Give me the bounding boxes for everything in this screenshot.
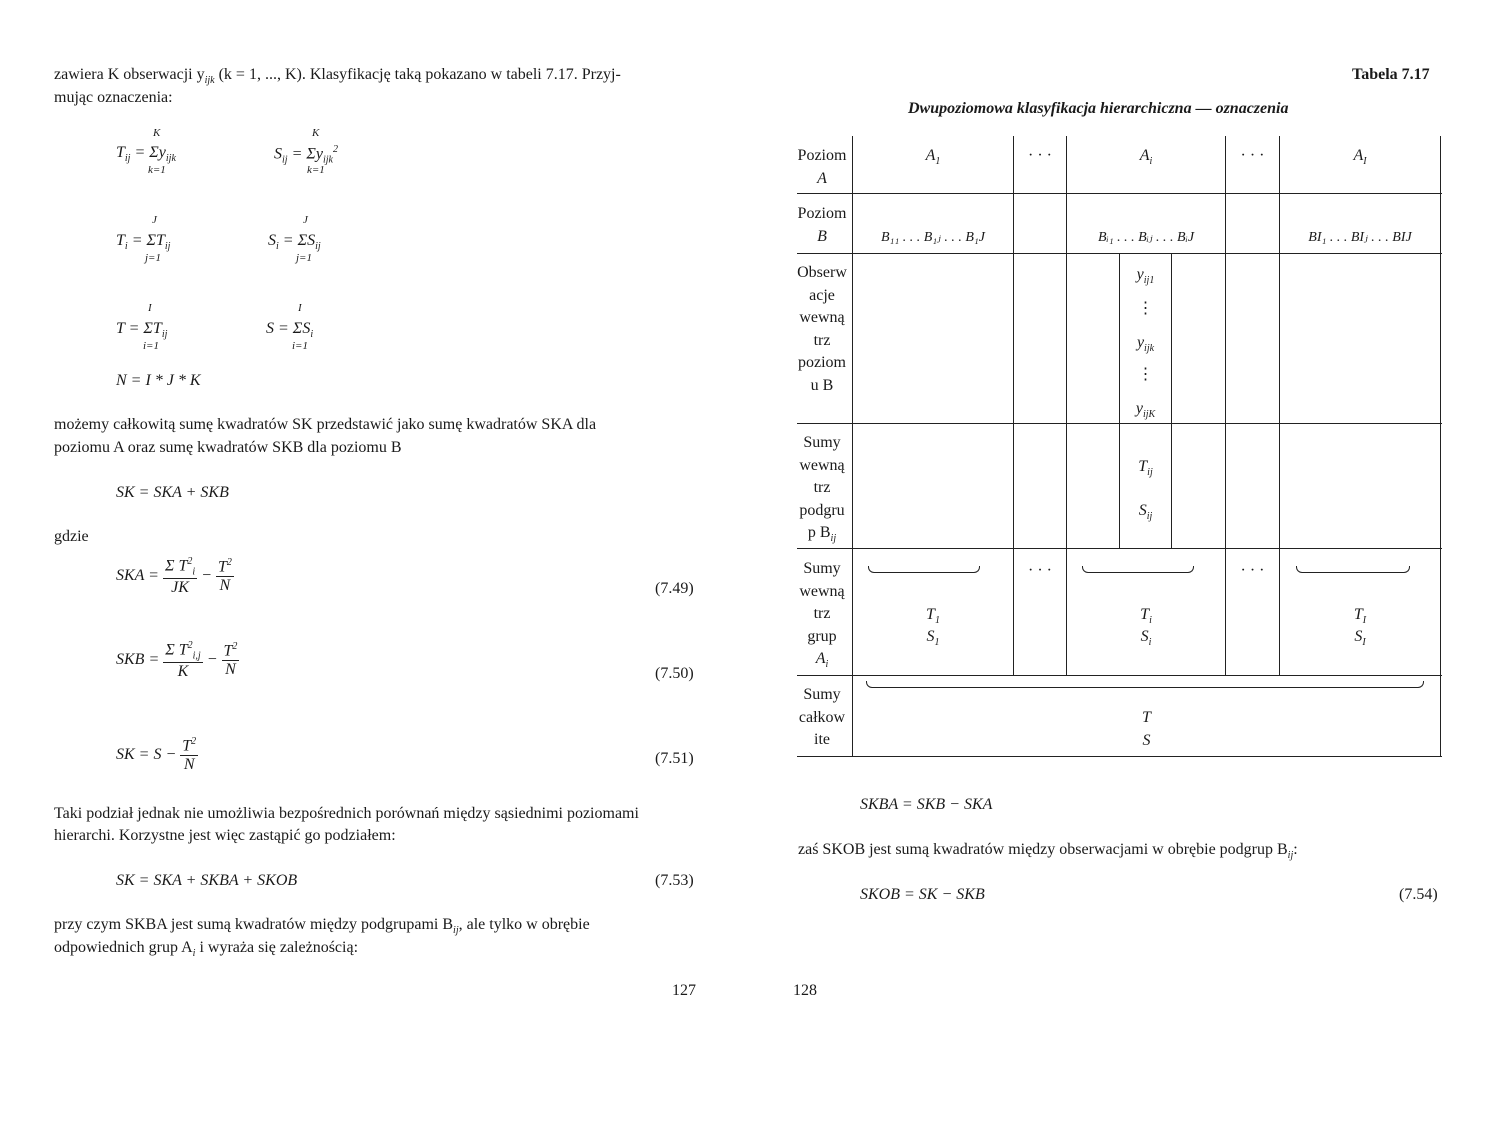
def-t-upper: I xyxy=(148,302,152,314)
def-s-upper: I xyxy=(298,302,302,314)
def-sij: $S_{ij} = \Sigma y_{ijk}^2$ xyxy=(274,144,338,166)
table-vline xyxy=(1440,136,1441,756)
eq-753: SK = SKA + SKBA + SKOB xyxy=(116,872,298,889)
cell-y-ij1: $y_{ij1}$ xyxy=(1136,266,1155,287)
def-si-lower: j=1 xyxy=(296,252,312,264)
def-tij: $T_{ij} = \Sigma y_{ijk}$ xyxy=(116,144,176,165)
cell-b-group-i: Bᵢ₁ . . . Bᵢⱼ . . . BᵢJ xyxy=(1097,230,1195,245)
para3-line-1: Taki podział jednak nie umożliwia bezpośrednich porównań między sąsiednimi poziomami xyxy=(54,805,639,822)
cell-s1: $S_1$ xyxy=(926,628,940,649)
cell-ai: $A_i$ xyxy=(1139,147,1153,168)
row-label-sumy-grup: Sumy wewną trz grup $A_i$ xyxy=(799,560,845,671)
table-vline xyxy=(1066,136,1067,676)
cell-sI: $S_I$ xyxy=(1354,628,1366,649)
def-sij-lower: k=1 xyxy=(307,164,325,176)
cell-a1: $A_1$ xyxy=(925,147,941,168)
intro-sub: ijk xyxy=(204,75,215,87)
eq-754-number: (7.54) xyxy=(1399,886,1438,903)
eq-749: SKA = $\frac{\Sigma T^2_i}{JK}$ − $\frac{T^2}{N}$ xyxy=(116,556,232,596)
cell-t1: $T_1$ xyxy=(926,606,940,627)
cell-b-group-I: BI₁ . . . BIⱼ . . . BIJ xyxy=(1308,230,1412,245)
table-hline xyxy=(797,675,1442,676)
brace-group-1 xyxy=(868,566,980,573)
brace-total xyxy=(866,681,1424,688)
table-label: Tabela 7.17 xyxy=(1352,66,1430,83)
eq-750-number: (7.50) xyxy=(655,665,694,682)
gdzie: gdzie xyxy=(54,528,89,545)
row-label-poziom-a: Poziom A xyxy=(797,147,847,187)
page-number-right: 128 xyxy=(793,982,817,999)
intro-line-1 xyxy=(54,66,621,86)
eq-sk: SK = SKA + SKB xyxy=(116,484,229,501)
cell-y-ijk: $y_{ijk}$ xyxy=(1136,334,1155,355)
eq-751: SK = S − $\frac{T^2}{N}$ xyxy=(116,736,197,774)
cell-dots-a-2: · · · xyxy=(1240,147,1265,164)
def-ti-lower: j=1 xyxy=(145,252,161,264)
def-s-lower: i=1 xyxy=(292,340,308,352)
row-label-obserwacje: Obserw acje wewną trz poziom u B xyxy=(797,264,847,394)
def-tij-upper: K xyxy=(153,127,161,139)
cell-y-ijK: $y_{ijK}$ xyxy=(1135,400,1156,421)
intro-rest: (k = 1, ..., K). Klasyfikację taką pokazano w tabeli 7.17. Przyj- xyxy=(218,66,621,83)
def-sij-upper: K xyxy=(312,127,320,139)
def-t-lower: i=1 xyxy=(143,340,159,352)
cell-s-ij: $S_{ij}$ xyxy=(1138,502,1153,523)
cell-ti: $T_i$ xyxy=(1140,606,1152,627)
def-tij-lower: k=1 xyxy=(148,164,166,176)
cell-tI: $T_I$ xyxy=(1353,606,1367,627)
para-skob: zaś SKOB jest sumą kwadratów między obserwacjami w obrębie podgrup $B_{ij}$: xyxy=(798,841,1298,862)
table-vline xyxy=(1279,136,1280,676)
cell-t-ij: $T_{ij}$ xyxy=(1138,458,1153,479)
def-ti: $T_i = \Sigma T_{ij}$ xyxy=(116,232,171,253)
para3-line-2: hierarchi. Korzystne jest więc zastąpić go podziałem: xyxy=(54,827,396,844)
intro-text: zawiera K obserwacji y xyxy=(54,66,205,83)
cell-si: $S_i$ xyxy=(1140,628,1152,649)
eq-749-number: (7.49) xyxy=(655,580,694,597)
para4-line-2: odpowiednich grup $A_i$ i wyraża się zależnością: xyxy=(54,939,359,960)
table-hline xyxy=(797,193,1442,194)
cell-vdots-2: ⋮ xyxy=(1137,366,1154,383)
def-s: $S = \Sigma S_i$ xyxy=(266,320,314,341)
table-vline xyxy=(1171,253,1172,548)
row-label-poziom-b: Poziom B xyxy=(797,205,847,245)
table-vline xyxy=(1013,136,1014,676)
def-n: N = I * J * K xyxy=(116,372,201,389)
cell-dots-a-1: · · · xyxy=(1028,147,1052,164)
para2-line-1: możemy całkowitą sumę kwadratów SK przedstawić jako sumę kwadratów SKA dla xyxy=(54,416,597,433)
cell-aI: $A_I$ xyxy=(1353,147,1367,168)
row-label-sumy-podgrup: Sumy wewną trz podgru p $B_{ij}$ xyxy=(799,434,845,545)
brace-group-I xyxy=(1296,566,1410,573)
cell-total-t: T xyxy=(1142,709,1151,726)
eq-skba: SKBA = SKB − SKA xyxy=(860,796,993,813)
eq-754: SKOB = SK − SKB xyxy=(860,886,985,903)
table-hline xyxy=(797,756,1442,757)
brace-group-i xyxy=(1082,566,1194,573)
table-vline xyxy=(1225,136,1226,676)
def-t: $T = \Sigma T_{ij}$ xyxy=(116,320,168,341)
def-ti-upper: J xyxy=(152,214,157,226)
page-number-left: 127 xyxy=(672,982,696,999)
para2-line-2: poziomu A oraz sumę kwadratów SKB dla poziomu B xyxy=(54,439,402,456)
para4-line-1: przy czym SKBA jest sumą kwadratów między podgrupami $B_{ij}$, ale tylko w obrębie xyxy=(54,916,590,937)
table-hline xyxy=(797,548,1442,549)
def-si-upper: J xyxy=(303,214,308,226)
row-label-sumy-calkowite: Sumy całkow ite xyxy=(798,686,846,748)
cell-total-s: S xyxy=(1142,732,1151,749)
intro-line-2: mując oznaczenia: xyxy=(54,89,173,106)
cell-b-group-1: B₁₁ . . . B₁ⱼ . . . B₁J xyxy=(880,230,986,245)
cell-vdots-1: ⋮ xyxy=(1137,300,1154,317)
eq-751-number: (7.51) xyxy=(655,750,694,767)
table-title: Dwupoziomowa klasyfikacja hierarchiczna — oznaczenia xyxy=(908,100,1289,117)
cell-dots-g-1: · · · xyxy=(1028,562,1052,579)
eq-753-number: (7.53) xyxy=(655,872,694,889)
cell-dots-g-2: · · · xyxy=(1240,562,1265,579)
def-si: $S_i = \Sigma S_{ij}$ xyxy=(268,232,321,253)
eq-750: SKB = $\frac{\Sigma T^2_{i,j}}{K}$ − $\frac{T^2}{N}$ xyxy=(116,640,238,680)
